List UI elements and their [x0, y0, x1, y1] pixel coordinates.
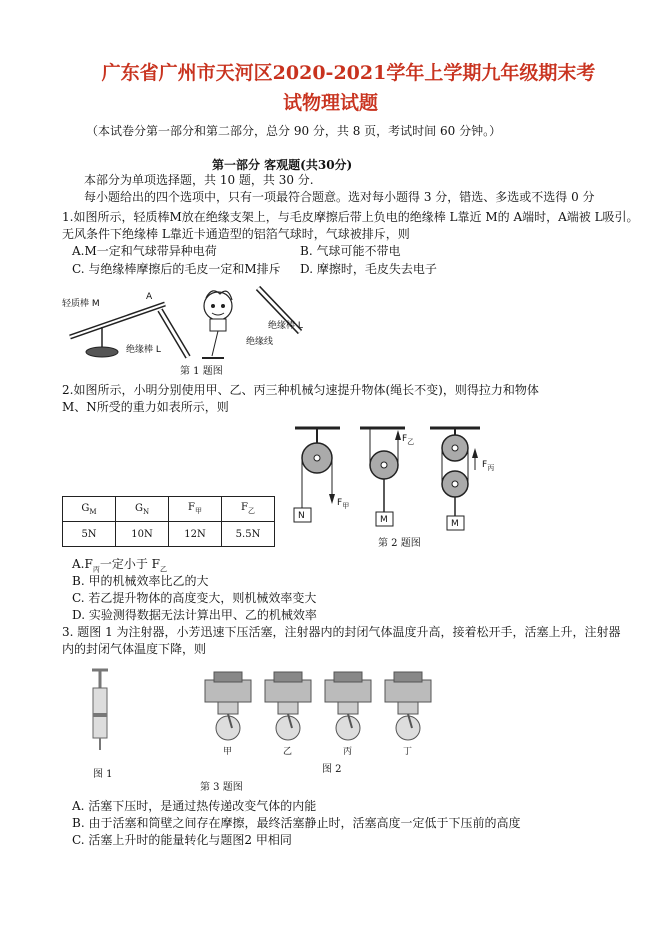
q1-option-a: A.M一定和气球带异种电荷 [72, 244, 217, 258]
fig2-label-n: N [298, 511, 305, 521]
q2-caption: 第 2 题图 [378, 538, 421, 549]
q2-option-c: C. 若乙提升物体的高度变大，则机械效率变大 [72, 591, 317, 605]
syringe-figure [80, 668, 120, 758]
engine-label-jia: 甲 [223, 747, 233, 757]
fig1-label-line: 绝缘线 [246, 337, 274, 347]
q3-line1: 3. 题图 1 为注射器，小芳迅速下压活塞，注射器内的封闭气体温度升高，接着松开手，活塞上升，注射器 [62, 625, 621, 639]
q3-option-a: A. 活塞下压时，是通过热传递改变气体的内能 [72, 799, 317, 813]
table-cell: 5N [63, 522, 116, 547]
fig2-label-m1: M [380, 515, 388, 525]
table-header-f-yi: $F_乙$ [222, 497, 275, 522]
engine-label-bing: 丙 [343, 747, 353, 757]
table-row [63, 522, 275, 547]
insulated-thread [212, 331, 218, 356]
q1-option-b: B. 气球可能不带电 [300, 244, 401, 258]
q1-option-c: C. 与绝缘棒摩擦后的毛皮一定和M排斥 [72, 262, 281, 276]
part1-heading: 第一部分 客观题(共30分) [212, 158, 353, 172]
fig3-label-2: 图 2 [322, 764, 342, 775]
fig1-label-l2: 绝缘棒 L [268, 321, 303, 331]
fig1-label-m: 轻质棒 M [62, 299, 100, 309]
q1-option-d: D. 摩擦时，毛皮失去电子 [300, 262, 437, 276]
q3-caption: 第 3 题图 [200, 782, 243, 793]
table-header-f-jia: $F_甲$ [169, 497, 222, 522]
q2-option-d: D. 实验测得数据无法计算出甲、乙的机械效率 [72, 608, 317, 622]
table-cell: 12N [169, 522, 222, 547]
part1-intro1: 本部分为单项选择题，共 10 题，共 30 分. [84, 173, 314, 187]
fig3-label-1: 图 1 [93, 769, 113, 780]
doc-title-line1: 广东省广州市天河区2020-2021学年上学期九年级期末考 [101, 62, 596, 84]
table-header-gn: $G_N$ [116, 497, 169, 522]
q2-option-a: $A.F_丙$一定小于 $F_乙$ [72, 557, 167, 574]
q2-option-b: B. 甲的机械效率比乙的大 [72, 574, 209, 588]
q2-data-table [62, 496, 275, 547]
q3-option-b: B. 由于活塞和筒壁之间存在摩擦，最终活塞静止时，活塞高度一定低于下压前的高度 [72, 816, 521, 830]
engine-strokes-figure [200, 668, 460, 748]
q2-line2: M、N所受的重力如表所示，则 [62, 400, 229, 414]
fig2-label-f-yi: $F_乙$ [402, 434, 415, 446]
q1-line2: 无风条件下绝缘棒 L靠近卡通造型的铝箔气球时，气球被排斥，则 [62, 227, 410, 241]
foil-balloon [202, 291, 232, 358]
fig2-label-f-bing: $F_丙$ [482, 460, 495, 472]
engine-label-ding: 丁 [403, 747, 413, 757]
table-cell: 10N [116, 522, 169, 547]
pulley-bing [442, 428, 478, 530]
q2-pulley-figure [290, 420, 490, 535]
table-row [63, 497, 275, 522]
q3-option-c: C. 活塞上升时的能量转化与题图2 甲相同 [72, 833, 292, 847]
part1-intro2: 每小题给出的四个选项中，只有一项最符合题意。选对每小题得 3 分，错选、多选或不选得 0 分 [84, 190, 595, 204]
fig1-label-a: A [146, 292, 153, 302]
doc-title-line2: 试物理试题 [282, 92, 378, 114]
fig1-label-l: 绝缘棒 L [126, 345, 161, 355]
q1-line1: 1.如图所示，轻质棒M放在绝缘支架上，与毛皮摩擦后带上负电的绝缘棒 L靠近 M的 A端时，A端被 L吸引。 [62, 210, 639, 224]
table-cell: 5.5N [222, 522, 275, 547]
fig2-label-f-jia: $F_甲$ [337, 498, 350, 510]
q3-line2: 内的封闭气体温度下降，则 [62, 642, 207, 656]
pulley-yi [370, 428, 401, 526]
pulley-jia [294, 428, 335, 522]
fig2-label-m2: M [451, 519, 459, 529]
q1-caption: 第 1 题图 [180, 366, 223, 377]
table-header-gm: $G_M$ [63, 497, 116, 522]
q2-line1: 2.如图所示，小明分别使用甲、乙、丙三种机械匀速提升物体(绳长不变)，则得拉力和物体 [62, 383, 539, 397]
exam-note: （本试卷分第一部分和第二部分，总分 90 分，共 8 页，考试时间 60 分钟。） [86, 124, 502, 138]
engine-stroke [205, 672, 251, 740]
engine-label-yi: 乙 [283, 747, 293, 757]
